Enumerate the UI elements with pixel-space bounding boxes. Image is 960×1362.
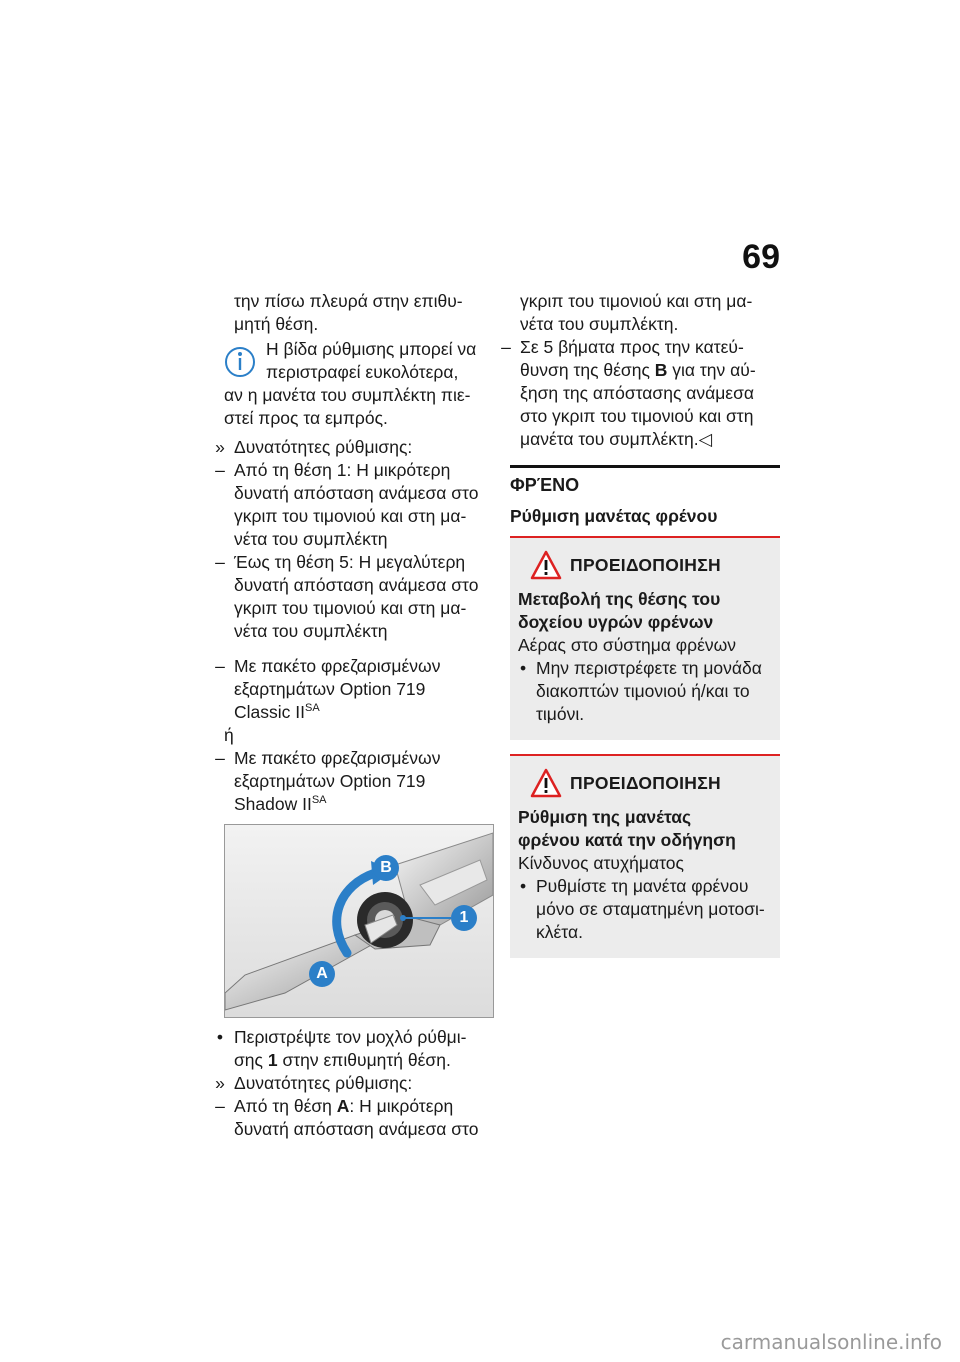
text-line: Με πακέτο φρεζαρισμένων — [234, 656, 441, 676]
text-line: Δυνατότητες ρύθμισης: — [234, 437, 413, 457]
dash-item — [215, 655, 494, 724]
dash-item — [215, 551, 494, 643]
info-icon — [224, 340, 256, 380]
text-line — [234, 793, 494, 816]
text-line: Με πακέτο φρεζαρισμένων — [234, 748, 441, 768]
sa-superscript: SA — [311, 794, 327, 807]
text-line: γκριπ του τιμονιού και στη μα- — [234, 598, 467, 618]
text-line: περιστραφεί ευκολότερα, — [266, 362, 459, 382]
info-note — [224, 338, 494, 384]
watermark: carmanualsonline.info — [720, 1330, 942, 1354]
dash-item — [215, 747, 494, 816]
warning-label: ΠΡΟΕΙΔΟΠΟΙΗΣΗ — [570, 772, 721, 793]
warning-header — [518, 766, 772, 800]
info-note-continued — [224, 384, 494, 430]
text-line: μητή θέση. — [234, 314, 319, 334]
warning-consequence: Κίνδυνος ατυχήματος — [518, 853, 684, 873]
subsection-title: Ρύθμιση μανέτας φρένου — [510, 506, 718, 526]
right-column — [501, 290, 780, 958]
text-line: δυνατή απόσταση ανάμεσα στο — [234, 1119, 479, 1139]
warning-action — [518, 657, 772, 726]
text-line: Σε 5 βήματα προς την κατεύ- — [520, 337, 744, 357]
text-line — [234, 701, 494, 724]
text-line: κλέτα. — [536, 922, 583, 942]
text-line: νέτα του συμπλέκτη. — [520, 314, 679, 334]
text-line: εξαρτημάτων Option 719 — [234, 771, 426, 791]
text-line: τιμόνι. — [536, 704, 585, 724]
warning-icon — [530, 768, 562, 798]
dash-item — [501, 336, 780, 451]
text-line: στεί προς τα εμπρός. — [224, 408, 388, 428]
text-line: αν η μανέτα του συμπλέκτη πιε- — [224, 385, 471, 405]
text-line: εξαρτημάτων Option 719 — [234, 679, 426, 699]
text-line: Η βίδα ρύθμισης μπορεί να — [266, 339, 477, 359]
text-line: μανέτα του συμπλέκτη.◁ — [520, 429, 713, 449]
warning-header — [518, 548, 772, 582]
text-line: δυνατή απόσταση ανάμεσα στο — [234, 483, 479, 503]
text-line: Ρύθμιση της μανέτας — [518, 807, 692, 827]
page-number: 69 — [742, 238, 780, 276]
or-text: ή — [224, 725, 234, 745]
dash-marker: – — [215, 1096, 225, 1116]
continued-text — [510, 290, 780, 336]
warning-action — [518, 875, 772, 944]
warning-box — [510, 754, 780, 958]
option-name: Shadow II — [234, 794, 312, 814]
text-part: σης — [234, 1050, 268, 1070]
option-name: Classic II — [234, 702, 305, 722]
text-part: θυνση της θέσης — [520, 360, 655, 380]
warning-title — [518, 806, 772, 852]
dash-marker: – — [215, 552, 225, 572]
section-title: ΦΡΈΝΟ — [510, 475, 580, 495]
text-line: γκριπ του τιμονιού και στη μα- — [520, 291, 753, 311]
label-1-badge: 1 — [451, 905, 477, 931]
position-ref: B — [654, 360, 668, 380]
text-line: την πίσω πλευρά στην επιθυ- — [234, 291, 463, 311]
text-line: ξηση της απόστασης ανάμεσα — [520, 383, 755, 403]
text-line: μόνο σε σταματημένη μοτοσι- — [536, 899, 765, 919]
result-marker: » — [215, 437, 225, 457]
text-line: δοχείου υγρών φρένων — [518, 612, 714, 632]
warning-consequence: Αέρας στο σύστημα φρένων — [518, 635, 737, 655]
text-line — [520, 359, 780, 382]
warning-icon — [530, 550, 562, 580]
dash-marker: – — [215, 748, 225, 768]
warning-label: ΠΡΟΕΙΔΟΠΟΙΗΣΗ — [570, 554, 721, 575]
text-line: νέτα του συμπλέκτη — [234, 621, 388, 641]
text-line: στο γκριπ του τιμονιού και στη — [520, 406, 754, 426]
clutch-lever-figure — [224, 824, 494, 1018]
warning-box — [510, 536, 780, 740]
label-b-badge: B — [373, 855, 399, 881]
text-line: νέτα του συμπλέκτη — [234, 529, 388, 549]
text-line: Δυνατότητες ρύθμισης: — [234, 1073, 413, 1093]
text-line: διακοπτών τιμονιού ή/και το — [536, 681, 750, 701]
position-ref: A — [336, 1096, 350, 1116]
dash-marker: – — [501, 337, 511, 357]
text-line: Από τη θέση 1: Η μικρότερη — [234, 460, 451, 480]
result-item — [215, 1072, 494, 1095]
result-marker: » — [215, 1073, 225, 1093]
text-line: Μεταβολή της θέσης του — [518, 589, 721, 609]
text-line: Μην περιστρέφετε τη μονάδα — [536, 658, 762, 678]
text-line: Έως τη θέση 5: Η μεγαλύτερη — [234, 552, 466, 572]
text-part: Από τη θέση — [234, 1096, 337, 1116]
warning-title — [518, 588, 772, 634]
bullet-marker: • — [520, 876, 527, 896]
text-line: Περιστρέψτε τον μοχλό ρύθμι- — [234, 1027, 467, 1047]
dash-marker: – — [215, 656, 225, 676]
text-line: δυνατή απόσταση ανάμεσα στο — [234, 575, 479, 595]
section-divider — [510, 465, 780, 468]
dash-marker: – — [215, 460, 225, 480]
dash-item — [215, 459, 494, 551]
text-part: : Η μικρότερη — [349, 1096, 454, 1116]
text-line: γκριπ του τιμονιού και στη μα- — [234, 506, 467, 526]
dash-item — [215, 1095, 494, 1141]
text-part: για την αύ- — [667, 360, 756, 380]
text-line — [234, 1095, 494, 1118]
text-line — [234, 1049, 494, 1072]
sa-superscript: SA — [304, 702, 320, 715]
bullet-marker: • — [520, 658, 527, 678]
bullet-item — [216, 1026, 494, 1072]
text-line: φρένου κατά την οδήγηση — [518, 830, 736, 850]
continued-text — [224, 290, 494, 336]
bullet-marker: • — [216, 1027, 224, 1047]
result-item — [215, 436, 494, 459]
text-part: στην επιθυμητή θέση. — [277, 1050, 451, 1070]
left-column — [215, 290, 494, 1141]
text-line: Ρυθμίστε τη μανέτα φρένου — [536, 876, 749, 896]
label-a-badge: A — [309, 961, 335, 987]
lever-ref: 1 — [267, 1050, 278, 1070]
